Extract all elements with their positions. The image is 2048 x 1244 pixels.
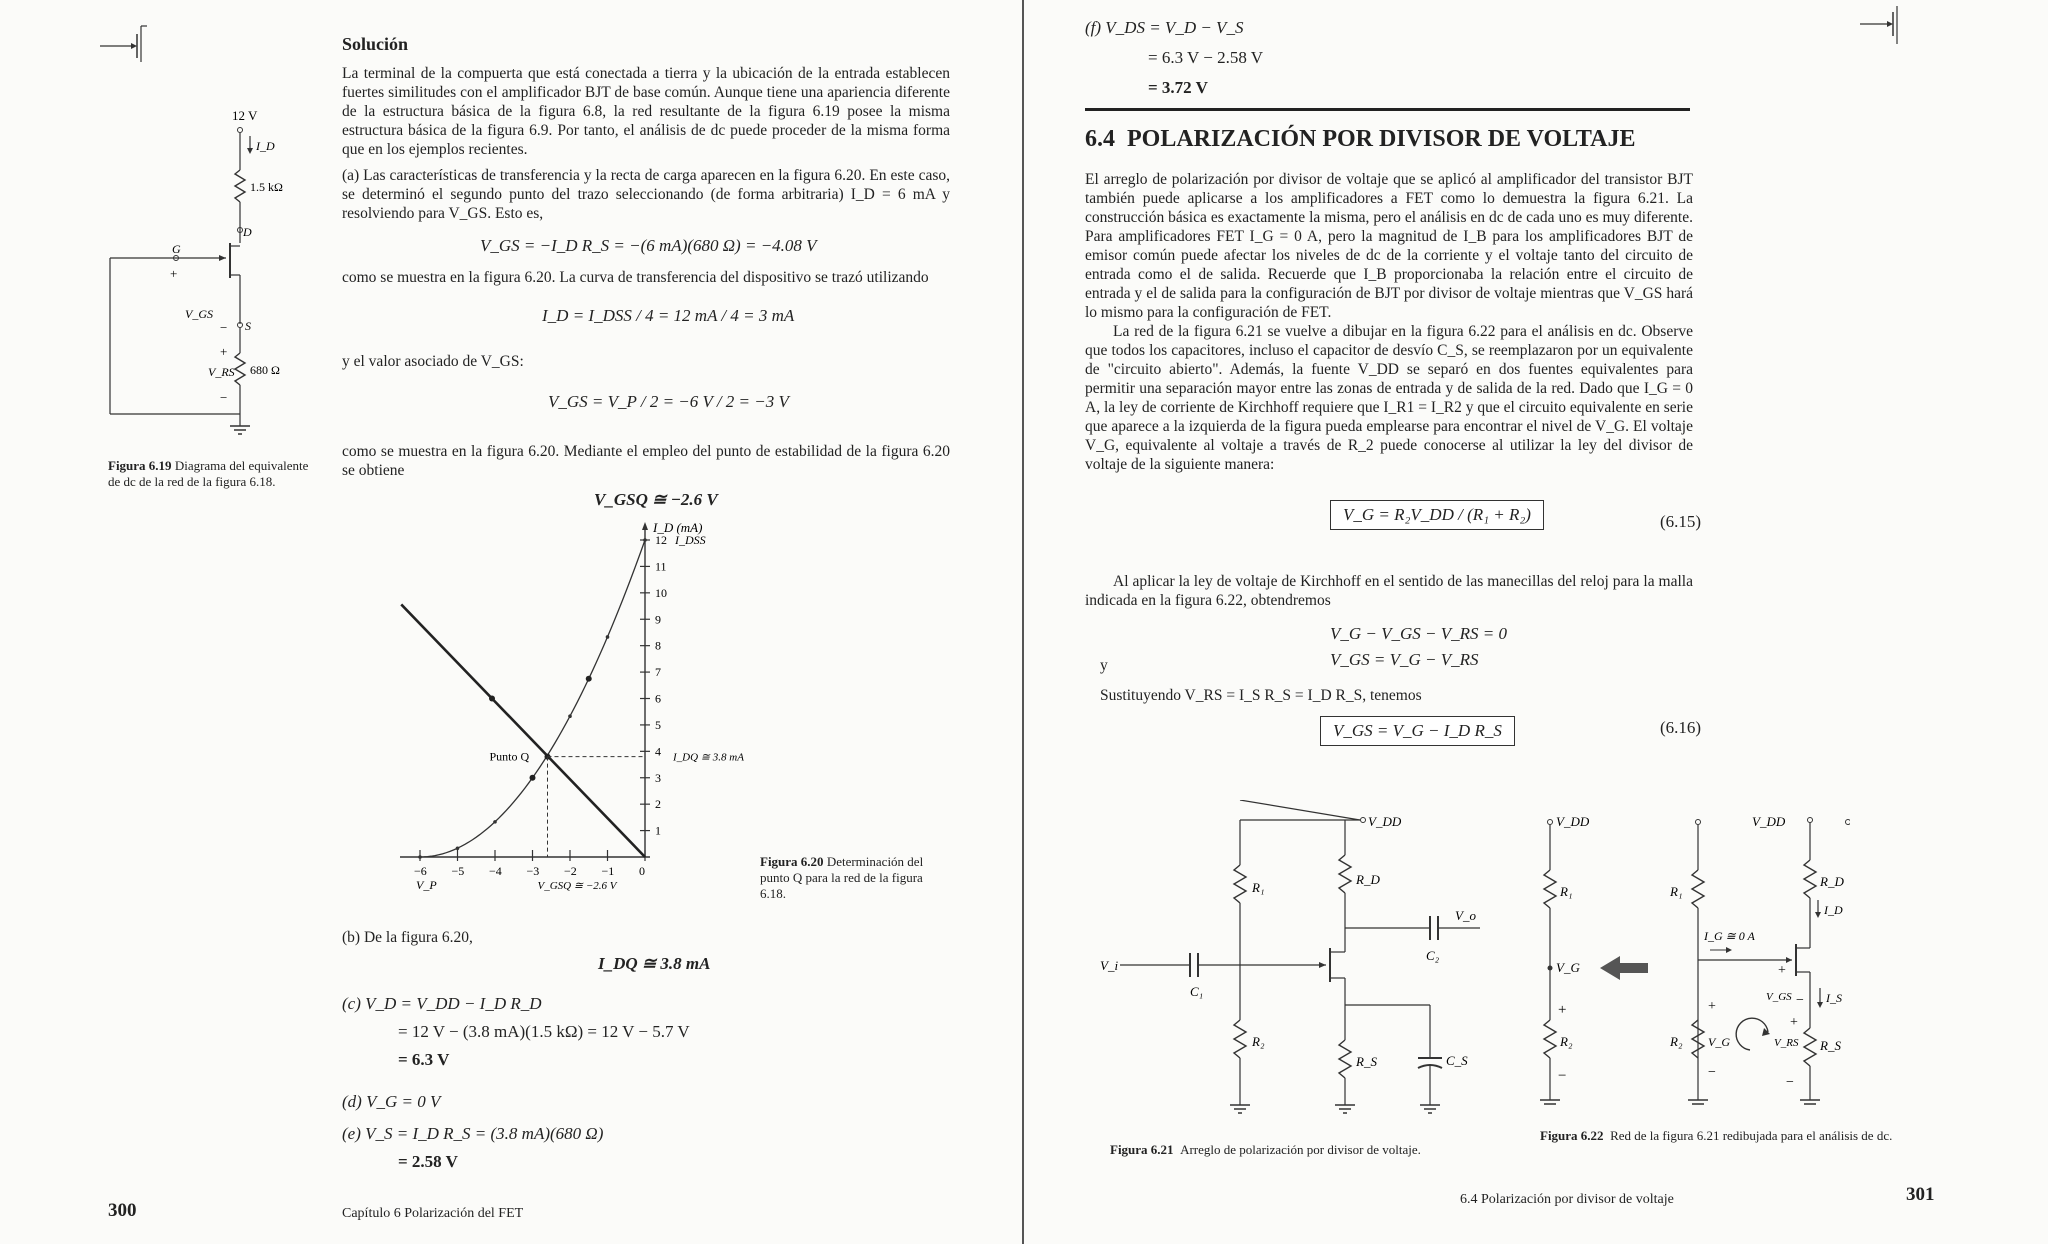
y-axis-label: I_D (mA)	[653, 520, 703, 535]
y-tick-label: 12	[655, 533, 667, 547]
equation-6-15: V_G = R₂V_DD / (R₁ + R₂)	[1330, 500, 1544, 530]
y-tick-label: 8	[655, 638, 661, 653]
fig22-r1-left-label: R₁	[1560, 884, 1573, 899]
figure-6-20-caption: Figura 6.20 Determinación del punto Q para la red de la figura 6.18.	[760, 854, 924, 901]
fig19-supply-label: 12 V	[232, 108, 258, 123]
part-f-line2: = 6.3 V − 2.58 V	[1148, 48, 1264, 67]
fig22-plus-right: +	[1708, 999, 1716, 1014]
figure-6-21-caption: Figura 6.21 Arreglo de polarización por divisor de voltaje.	[1110, 1142, 1421, 1157]
part-c-line3: = 6.3 V	[398, 1050, 450, 1069]
part-f-line3: = 3.72 V	[1148, 78, 1208, 97]
associated-text: y el valor asociado de V_GS:	[342, 353, 524, 370]
transfer-curve	[420, 540, 645, 857]
x-tick-label: −6	[414, 864, 427, 878]
fig19-vgs-label: V_GS	[185, 307, 213, 321]
fig19-vrs-label: V_RS	[208, 365, 235, 379]
fig22-minus-rs: −	[1786, 1075, 1794, 1090]
fig22-rs-label: R_S	[1820, 1038, 1841, 1053]
transfer-curve-point	[643, 538, 647, 542]
part-c-line1: (c) V_D = V_DD − I_D R_D	[342, 994, 542, 1013]
section-heading: 6.4 POLARIZACIÓN POR DIVISOR DE VOLTAJE	[1085, 126, 1636, 152]
fig19-rd-label: 1.5 kΩ	[250, 180, 283, 194]
marked-point	[530, 775, 536, 781]
equation-vgs2: V_GS = V_P / 2 = −6 V / 2 = −3 V	[548, 392, 789, 411]
fig22-r1-right-label: R₁	[1670, 884, 1683, 899]
svg-text:+: +	[220, 344, 228, 359]
fig19-d-label: D	[243, 225, 252, 239]
transfer-curve-point	[568, 714, 572, 718]
fig21-c2-label: C₂	[1426, 948, 1440, 963]
part-e-line2: = 2.58 V	[398, 1152, 458, 1171]
transistor-corner-icon	[1855, 4, 1915, 48]
fig22-vrs-label: V_RS	[1774, 1037, 1799, 1049]
transistor-corner-icon	[95, 22, 155, 66]
and-word: y	[1100, 657, 1108, 674]
q-point-label: Punto Q	[489, 749, 530, 764]
marked-point	[586, 676, 592, 682]
idq-label: I_DQ ≅ 3.8 mA	[673, 751, 744, 764]
idq-result: I_DQ ≅ 3.8 mA	[598, 954, 711, 973]
part-a-text: (a) Las características de transferencia y la recta de carga aparecen en la figura 6.20. En este caso, se determinó el segundo punto del trazo seleccionando (de forma arbitraria) I_D = 6 mA y resolviendo para V_GS. Esto es,	[342, 167, 950, 222]
x-tick-label: −2	[564, 864, 577, 878]
transfer-curve-point	[456, 846, 460, 850]
fig22-r2-left-label: R₂	[1560, 1034, 1573, 1049]
y-tick-label: 1	[655, 823, 661, 838]
fig21-rd-label: R_D	[1356, 872, 1380, 887]
y-tick-label: 9	[655, 612, 661, 627]
paragraph-1: El arreglo de polarización por divisor de voltaje que se aplicó al amplificador del transistor BJT también puede aplicarse a los amplificadores a FET como lo demuestra la figura 6.21. La construcción básica es exactamente la misma, pero el análisis en dc de cada uno es muy diferente. Para amplificadores FET I_G = 0 A, pero la magnitud de I_B para los amplificadores BJT de emisor común puede afectar los niveles de dc de la corriente y el voltaje tanto del circuito de entrada como el de salida. Recuerde que I_B proporcionaba la relación entre el circuito de entrada y el de salida para la configuración de BJT por divisor de voltaje mientras que V_GS hará lo mismo para la configuración de FET.	[1085, 171, 1693, 321]
fig22-ig-label: I_G ≅ 0 A	[1704, 929, 1755, 943]
fig22-plus-left: +	[1558, 1002, 1567, 1018]
fig22-rd-label: R_D	[1820, 874, 1844, 889]
x-tick-label: 0	[639, 864, 645, 878]
figure-6-20-chart	[380, 512, 760, 900]
fig19-rs-label: 680 Ω	[250, 363, 280, 377]
fig22-vg-left-label: V_G	[1556, 960, 1580, 975]
fig21-cs-label: C_S	[1446, 1053, 1468, 1068]
svg-text:−: −	[220, 320, 228, 335]
equation-6-15-number: (6.15)	[1660, 512, 1702, 531]
fig21-r2-label: R₂	[1252, 1034, 1265, 1049]
part-e-line1: (e) V_S = I_D R_S = (3.8 mA)(680 Ω)	[342, 1124, 604, 1143]
fig21-vi-label: V_i	[1100, 958, 1119, 973]
fig22-minus-gs: −	[1796, 993, 1804, 1008]
page-number-left: 300	[108, 1200, 137, 1221]
solution-heading: Solución	[342, 34, 409, 54]
transfer-curve-point	[493, 820, 497, 824]
y-tick-label: 2	[655, 797, 661, 812]
section-rule	[1085, 108, 1690, 111]
svg-text:−: −	[220, 390, 228, 405]
page-gutter	[1022, 0, 1024, 1244]
figure-6-21-circuit	[1100, 800, 1480, 1140]
arrow-left-icon	[1600, 956, 1648, 980]
kvl-equation-1: V_G − V_GS − V_RS = 0	[1330, 624, 1508, 643]
fig22-vdd-right-label: V_DD	[1752, 814, 1786, 829]
y-tick-label: 4	[655, 744, 661, 759]
kvl-equation-2: V_GS = V_G − V_RS	[1330, 650, 1479, 669]
vp-label: V_P	[416, 878, 437, 892]
part-c-line2: = 12 V − (3.8 mA)(1.5 kΩ) = 12 V − 5.7 V	[398, 1022, 690, 1041]
fig22-plus-gate: +	[1778, 963, 1786, 978]
load-line	[401, 604, 645, 857]
fig21-r1-label: R₁	[1252, 880, 1265, 895]
equation-6-16-number: (6.16)	[1660, 718, 1702, 737]
equation-6-16: V_GS = V_G − I_D R_S	[1320, 716, 1515, 746]
fig22-vdd-left-label: V_DD	[1556, 814, 1590, 829]
fig22-plus-rs: +	[1790, 1015, 1798, 1030]
y-tick-label: 11	[655, 559, 667, 574]
part-d: (d) V_G = 0 V	[342, 1092, 441, 1111]
idss-label: I_DSS	[675, 533, 706, 547]
footer-right: 6.4 Polarización por divisor de voltaje	[1460, 1192, 1674, 1207]
fig22-is-label: I_S	[1826, 991, 1842, 1005]
page-number-right: 301	[1906, 1184, 1935, 1205]
fig22-minus-right: −	[1708, 1065, 1716, 1080]
figure-6-19-circuit	[100, 108, 330, 448]
after-eq-text: como se muestra en la figura 6.20. La curva de transferencia del dispositivo se trazó utilizando	[342, 269, 929, 286]
figure-6-22-circuit	[1520, 800, 1850, 1140]
x-tick-label: −1	[601, 864, 615, 878]
substitute-text: Sustituyendo V_RS = I_S R_S = I_D R_S, tenemos	[1100, 687, 1422, 704]
marked-point	[489, 696, 495, 702]
paragraph-2: La red de la figura 6.21 se vuelve a dibujar en la figura 6.22 para el análisis en dc. Observe que todos los capacitores, incluso el capacitor de desvío C_S, se reemplazaron por un equivalente de "circuito abierto". Además, la fuente V_DD se separó en dos fuentes equivalentes para permitir una separación mayor entre las zonas de entrada y de salida de la red. Dado que I_G = 0 A, la ley de corriente de Kirchhoff requiere que I_R1 = I_R2 y que el circuito equivalente en serie que aparece a la izquierda de la figura pueda emplearse para encontrar el nivel de V_G. El voltaje V_G, equivalente al voltaje a través de R_2 puede conocerse al utilizar la ley del divisor de voltaje de la siguiente manera:	[1085, 323, 1693, 473]
fig19-g-label: G	[172, 242, 181, 256]
y-tick-label: 5	[655, 717, 661, 732]
y-tick-label: 10	[655, 585, 667, 600]
fig19-id-label: I_D	[256, 139, 275, 153]
fig21-vo-label: V_o	[1455, 908, 1476, 923]
y-tick-label: 6	[655, 691, 661, 706]
fig21-vdd-label: V_DD	[1368, 814, 1402, 829]
stability-text: como se muestra en la figura 6.20. Mediante el empleo del punto de estabilidad de la figura 6.20 se obtiene	[342, 443, 950, 479]
vgsq-label: V_GSQ ≅ −2.6 V	[537, 880, 617, 892]
y-tick-label: 3	[655, 770, 661, 785]
fig22-r2-right-label: R₂	[1670, 1034, 1683, 1049]
transfer-curve-point	[418, 855, 422, 859]
equation-id: I_D = I_DSS / 4 = 12 mA / 4 = 3 mA	[542, 306, 795, 325]
y-tick-label: 7	[655, 665, 661, 680]
vgsq-result: V_GSQ ≅ −2.6 V	[594, 490, 718, 509]
svg-text:+: +	[170, 266, 178, 281]
transfer-curve-point	[606, 635, 610, 639]
x-tick-label: −4	[489, 864, 502, 878]
x-tick-label: −3	[526, 864, 540, 878]
fig19-s-label: S	[245, 319, 251, 333]
footer-left: Capítulo 6 Polarización del FET	[342, 1206, 524, 1221]
fig22-vg-right-label: V_G	[1708, 1035, 1730, 1049]
equation-vgs: V_GS = −I_D R_S = −(6 mA)(680 Ω) = −4.08 V	[480, 236, 817, 255]
kvl-text: Al aplicar la ley de voltaje de Kirchhoff en el sentido de las manecillas del reloj para la malla indicada en la figura 6.22, obtendremos	[1085, 573, 1693, 609]
fig21-rs-label: R_S	[1356, 1054, 1377, 1069]
fig22-vgs-label: V_GS	[1766, 991, 1792, 1003]
part-b-label: (b) De la figura 6.20,	[342, 929, 473, 946]
x-tick-label: −5	[451, 864, 465, 878]
y-axis-arrow	[642, 522, 648, 530]
fig22-id-label: I_D	[1824, 903, 1843, 917]
fig22-minus-left: −	[1558, 1068, 1567, 1084]
figure-6-19-caption: Figura 6.19 Diagrama del equivalente de dc de la red de la figura 6.18.	[108, 458, 309, 489]
fig21-c1-label: C₁	[1190, 984, 1204, 999]
figure-6-22-caption: Figura 6.22 Red de la figura 6.21 redibujada para el análisis de dc.	[1540, 1128, 1893, 1143]
part-f-line1: (f) V_DS = V_D − V_S	[1085, 18, 1244, 37]
intro-paragraph: La terminal de la compuerta que está conectada a tierra y la ubicación de la entrada establecen fuertes similitudes con el amplificador BJT de base común. Aunque tiene una apariencia diferente de la estructura básica de la figura 6.8, la red resultante de la figura 6.19 posee la misma estructura básica de la figura 6.9. Por tanto, el análisis de dc puede proceder de la misma forma que en los ejemplos recientes.	[342, 65, 950, 158]
